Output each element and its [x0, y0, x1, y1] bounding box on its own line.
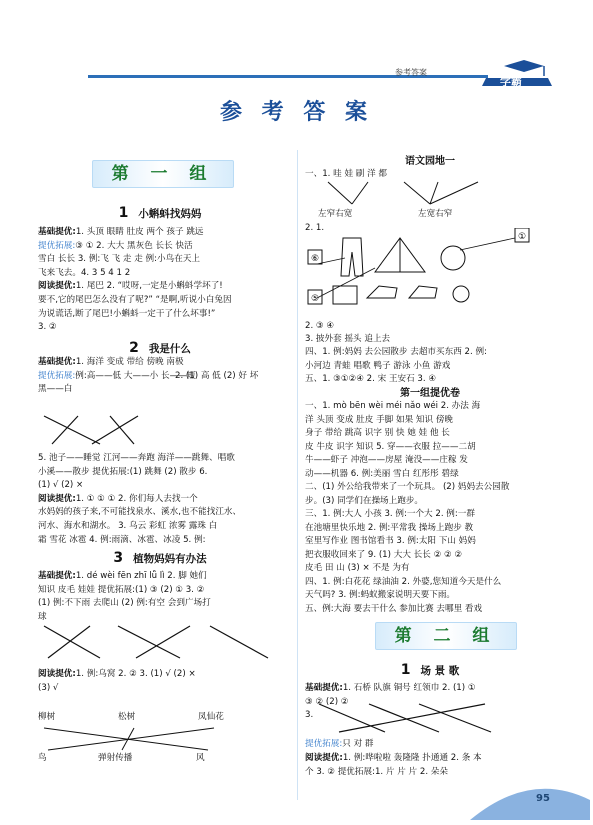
lesson-1-name: 小蝌蚪找妈妈: [138, 208, 202, 220]
answer-line: 3.: [305, 710, 314, 721]
answer-line: 飞来飞去。4. 3 5 4 1 2: [38, 267, 131, 278]
lesson-2-title: [60, 340, 260, 356]
corner-decoration: [470, 760, 590, 820]
map-icon: [333, 286, 357, 304]
garden-pair-right: 左宽右窄: [418, 209, 453, 219]
test-paper-title: 第一组提优卷: [400, 388, 460, 399]
plant-bottom-1: 鸟: [38, 753, 47, 763]
garden-q2-label: 2. 1.: [305, 223, 325, 233]
answer-line: 一、1. mò bēn wèi méi nǎo wéi 2. 办法 海: [305, 401, 481, 411]
picture-box-1: ①: [518, 232, 527, 242]
answer-line: 球: [38, 611, 47, 622]
plant-bottom-2: 弹射传播: [98, 753, 133, 763]
group-two-header: [375, 622, 517, 650]
answer-line: 皮毛 田 山 (3) × 不是 为有: [305, 563, 410, 573]
answer-line: 室里写作业 图书馆看书 3. 例:太阳 下山 妈妈: [305, 536, 476, 546]
answer-line: 三、1. 例:大人 小孩 3. 例:一个大 2. 例:一群: [305, 509, 475, 519]
answer-line: 牛——虾子 冲泡——房屋 淹没——庄稼 发: [305, 455, 468, 465]
lesson-3-name: 植物妈妈有办法: [133, 553, 207, 565]
group2-lesson-1-name: 场 景 歌: [420, 665, 460, 677]
answer-line: 要不,它的尾巴怎么没有了呢?” “是啊,听说小白兔因: [38, 295, 232, 305]
plant-bottom-3: 风: [196, 753, 205, 763]
answer-line: 3. ②: [38, 322, 57, 333]
answer-line: 五、1. ③①②④ 2. 宋 王安石 3. ④: [305, 373, 437, 384]
answer-line: 洋 头顶 变成 肚皮 手脚 如果 知识 傍晚: [305, 414, 454, 425]
group-two-title: 第 二 组: [394, 626, 498, 646]
shoe-icon: [409, 286, 437, 298]
answer-line: 3. 披外套 摇头 追上去: [305, 334, 391, 345]
answer-line: 五、例:大海 要去干什么 参加比赛 去哪里 看戏: [305, 603, 483, 614]
group2-lesson-1-number: 1: [400, 662, 411, 678]
plant-top-1: 柳树: [38, 712, 56, 722]
answer-line: 水妈妈的孩子来,不可能找泉水、溪水,也不能找江水、: [38, 507, 242, 518]
chinese-garden-title: 语文园地一: [405, 156, 455, 167]
answer-line: 四、1. 例:妈妈 去公园散步 去超市买东西 2. 例:: [305, 347, 487, 358]
lesson-2-name: 我是什么: [148, 343, 191, 355]
answer-line: (1) 例:不下雨 去爬山 (2) 例:有空 会到广场打: [38, 598, 211, 609]
garden-pair-left: 左窄右宽: [318, 209, 353, 219]
brand-text: 学霸: [500, 75, 522, 88]
matching-lines-2: [40, 620, 280, 665]
matching-lines-1: [38, 412, 148, 448]
lesson-1-title: [60, 205, 260, 221]
plant-matching-lines: [38, 726, 258, 752]
shoe-icon: [367, 286, 397, 298]
group-one-title: 第 一 组: [111, 164, 215, 184]
answer-line: 知识 皮毛 娃娃 提优拓展:(1) ③ (2) ① 3. ②: [38, 584, 205, 595]
garden-q1: 一、1. 哇 娃 刷 洋 都: [305, 169, 388, 179]
group2-lesson-1-reading: 阅读提优:1. 例:哗啦啦 轰隆隆 扑通通 2. 条 本: [305, 753, 482, 763]
lesson-3-title: [60, 550, 260, 566]
answer-line: 提优拓展:例:高——低 大——小 长——短: [38, 370, 196, 381]
answer-line: ③ ② (2) ②: [305, 696, 349, 707]
answer-line: 2. ③ ④: [305, 321, 335, 331]
answer-line: 皮 牛皮 识字 知识 5. 穿——衣服 拉——二胡: [305, 441, 476, 452]
picture-box-5: ⑤: [311, 294, 320, 304]
lesson-3-reading-2: (3) √: [38, 683, 59, 693]
answer-line: 基础提优:1. 石桥 队旗 铜号 红领巾 2. (1) ①: [305, 683, 476, 693]
answer-line: 四、1. 例:白花花 绿油油 2. 外婆,您知道今天是什么: [305, 576, 502, 587]
plant-top-3: 凤仙花: [198, 712, 224, 722]
lesson-3-number: 3: [113, 550, 124, 566]
header-rule: [88, 75, 488, 78]
column-divider: [297, 150, 298, 800]
garden-matching-lines: [318, 180, 488, 206]
plant-top-2: 松树: [118, 712, 136, 722]
picture-box-6: ⑥: [311, 254, 320, 264]
matching-picture: [305, 228, 545, 318]
matching-lines-3: [315, 700, 495, 736]
page-title: 参 考 答 案: [220, 99, 373, 125]
lesson-2-number: 2: [129, 340, 139, 356]
answer-line: 把衣服收回来了 9. (1) 大大 长长 ② ② ②: [305, 549, 463, 560]
group-one-header: [92, 160, 234, 188]
answer-line: 动——机器 6. 例:美丽 雪白 红彤彤 碧绿: [305, 468, 459, 479]
answer-line: 5. 池子——睡觉 江河——奔跑 海洋——跳舞、唱歌: [38, 453, 235, 463]
answer-line: 阅读提优:1. 尾巴 2. “哎呀,一定是小蝌蚪学坏了!: [38, 281, 223, 292]
answer-line: 为说谎话,断了尾巴!小蝌蚪一定干了什么坏事!”: [38, 308, 216, 319]
answer-line: 雪白 长长 3. 例:飞 飞 走 走 例:小鸟在天上: [38, 254, 201, 265]
compass-icon: [453, 286, 469, 302]
answer-line: 河水、海水和湖水。 3. 乌云 彩虹 浓雾 露珠 白: [38, 521, 218, 531]
answer-line: 天气吗? 3. 例:蚂蚁搬家说明天要下雨。: [305, 590, 456, 600]
answer-line: 基础提优:1. 海洋 变成 带给 傍晚 南极: [38, 357, 184, 367]
lesson-3-reading: 阅读提优:1. 例:乌窝 2. ② 3. (1) √ (2) ×: [38, 669, 196, 679]
answer-line: 小溪——散步 提优拓展:(1) 跳舞 (2) 散步 6.: [38, 466, 208, 477]
trousers-icon: [341, 238, 363, 276]
group2-lesson-1-reading-2: 个 3. ② 提优拓展:1. 片 片 片 2. 朵朵: [305, 767, 448, 777]
answer-line: 身子 带给 跳高 识字 别 快 她 娃 他 长: [305, 428, 450, 438]
brand-logo: [478, 56, 556, 92]
answer-line: 小河边 青蛙 唱歌 鸭子 游泳 小鱼 游戏: [305, 360, 451, 371]
answer-line: 二、(1) 外公给我带来了一个玩具。 (2) 妈妈去公园散: [305, 482, 510, 492]
answer-line: 步。(3) 同学们在操场上跑步。: [305, 495, 424, 506]
answer-line: (1) √ (2) ×: [38, 480, 84, 491]
answer-line: 基础提优:1. dé wèi fēn zhī lǚ lì 2. 脚 她们: [38, 571, 207, 581]
group2-lesson-1-ext: 提优拓展:只 对 群: [305, 739, 374, 749]
answer-line: 霜 雪花 冰雹 4. 例:雨滴、冰雹、冰凌 5. 例:: [38, 534, 206, 545]
header-reference-label: 参考答案: [395, 68, 427, 77]
answer-line: 在池塘里快乐地 2. 例:平常我 操场上跑步 教: [305, 522, 474, 533]
answer-line: 提优拓展:③ ① 2. 大大 黑灰色 长长 快活: [38, 240, 193, 251]
answer-line: 基础提优:1. 头顶 眼睛 肚皮 两个 孩子 跳远: [38, 227, 204, 237]
answer-line: 黑——白: [38, 384, 73, 395]
lesson-1-number: 1: [118, 205, 129, 221]
lesson-2-q2: 2. (1) 高 低 (2) 好 坏: [175, 371, 259, 381]
answer-line: 阅读提优:1. ① ① ① 2. 你们每人去找一个: [38, 493, 198, 504]
group2-lesson-1-title: [330, 662, 530, 678]
